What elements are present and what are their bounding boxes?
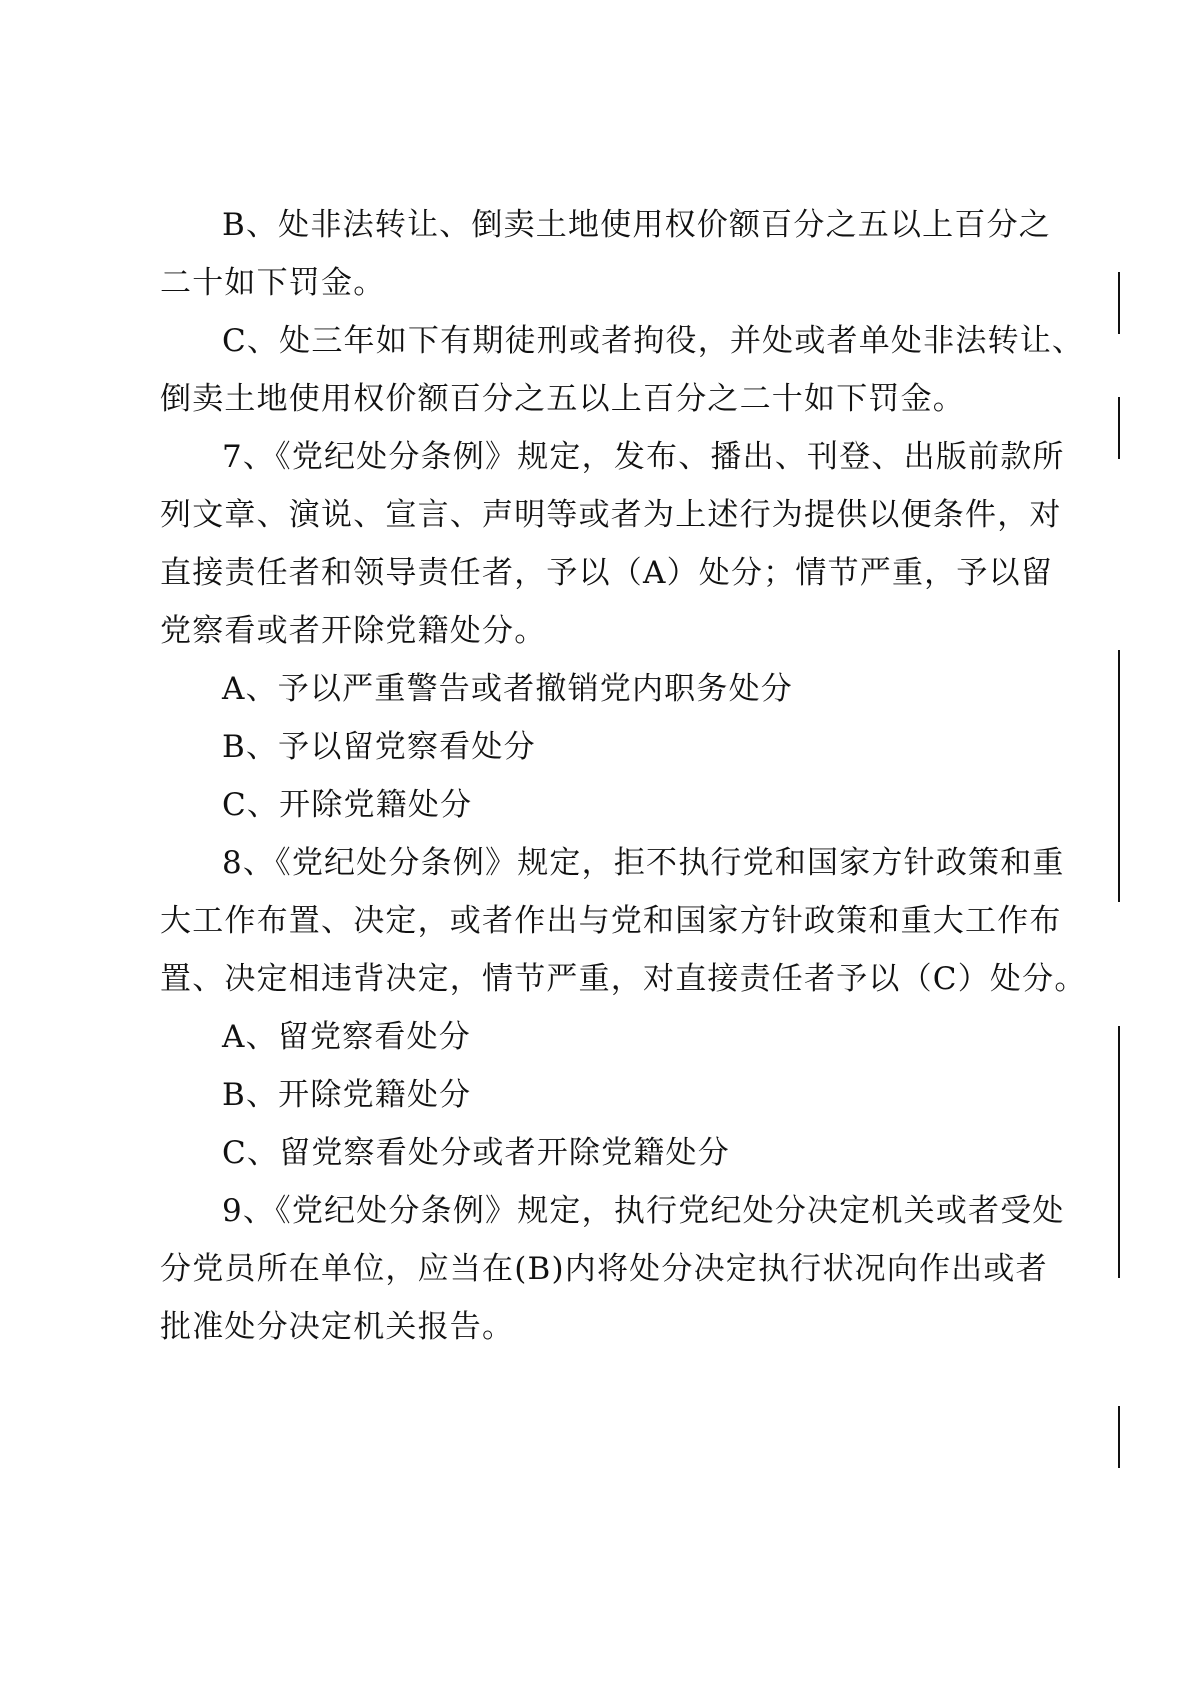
question-9-line-1: 9、《党纪处分条例》规定，执行党纪处分决定机关或者受处 (222, 1193, 1065, 1229)
question-9-line-3: 批准处分决定机关报告。 (160, 1309, 515, 1345)
question-7-line-2: 列文章、演说、宣言、声明等或者为上述行为提供以便条件，对 (160, 497, 1062, 533)
revision-bar (1118, 1026, 1120, 1278)
revision-bar (1118, 272, 1120, 334)
question-8-option-a: A、留党察看处分 (222, 1019, 471, 1055)
option-b-line-2: 二十如下罚金。 (160, 265, 386, 301)
question-7-line-1: 7、《党纪处分条例》规定，发布、播出、刊登、出版前款所 (222, 439, 1065, 475)
revision-bar (1118, 1406, 1120, 1468)
question-8-line-1: 8、《党纪处分条例》规定，拒不执行党和国家方针政策和重 (222, 845, 1065, 881)
question-7-option-c: C、开除党籍处分 (222, 787, 473, 823)
question-8-line-3: 置、决定相违背决定，情节严重，对直接责任者予以（C）处分。 (160, 961, 1087, 997)
revision-bar (1118, 397, 1120, 459)
revision-bar (1118, 650, 1120, 902)
option-c-line-2: 倒卖土地使用权价额百分之五以上百分之二十如下罚金。 (160, 381, 965, 417)
question-7-option-b: B、予以留党察看处分 (222, 729, 536, 765)
question-8-option-b: B、开除党籍处分 (222, 1077, 472, 1113)
question-8-line-2: 大工作布置、决定，或者作出与党和国家方针政策和重大工作布 (160, 903, 1062, 939)
question-7-line-3: 直接责任者和领导责任者，予以（A）处分；情节严重，予以留 (160, 555, 1053, 591)
option-c-line-1: C、处三年如下有期徒刑或者拘役，并处或者单处非法转让、 (222, 323, 1085, 359)
question-9-line-2: 分党员所在单位，应当在(B)内将处分决定执行状况向作出或者 (160, 1251, 1048, 1287)
question-7-option-a: A、予以严重警告或者撤销党内职务处分 (222, 671, 793, 707)
question-8-option-c: C、留党察看处分或者开除党籍处分 (222, 1135, 730, 1171)
option-b-line-1: B、处非法转让、倒卖土地使用权价额百分之五以上百分之 (222, 207, 1051, 243)
question-7-line-4: 党察看或者开除党籍处分。 (160, 613, 547, 649)
